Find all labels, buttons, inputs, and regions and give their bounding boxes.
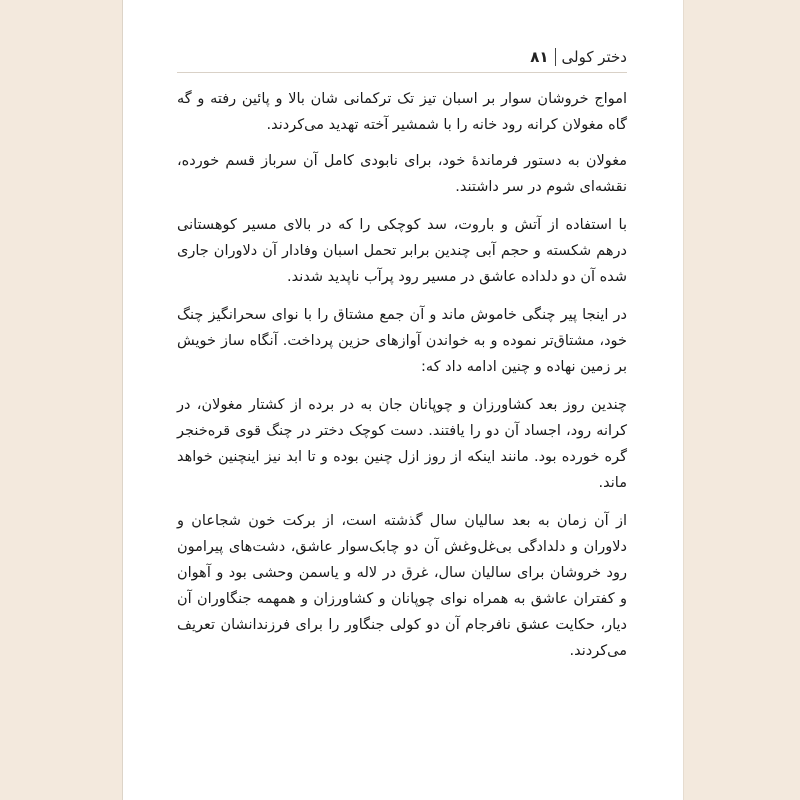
paragraph-5: چندین روز بعد کشاورزان و چوپانان جان به در برده از کشتار مغولان، در کرانه رود، اجساد آن دو را یافتند. دست کوچک دختر در چنگ قوی قره‌خنجر گره خورده بود. مانند اینکه از روز ازل چنین بوده و تا ابد نیز اینچنین خواهد ماند. [177, 397, 627, 491]
page-body [177, 86, 627, 676]
book-title: دختر کولی [561, 48, 627, 66]
page-number: ۸۱ [530, 48, 549, 66]
book-page [122, 0, 684, 800]
page-header [177, 42, 627, 72]
paragraph-4: در اینجا پیر چنگی خاموش ماند و آن جمع مشتاق را با نوای سحرانگیز چنگ خود، مشتاق‌تر نموده و به خواندن آوازهای حزین پرداخت. آنگاه ساز خویش بر زمین نهاده و چنین ادامه داد که: [177, 307, 627, 375]
paragraph-6: از آن زمان به بعد سالیان سال گذشته است، از برکت خون شجاعان و دلاوران و دلدادگی بی‌غل‌وغش آن دو چابک‌سوار عاشق، دشت‌های پیرامون رود خروشان برای سالیان سال، غرق در لاله و یاسمن وحشی بود و آهوان و کفتران عاشق به همراه نوای چوپانان و کشاورزان و همهمه جنگاوران آن دیار، حکایت عشق نافرجام آن دو کولی جنگاور را برای فرزندانشان تعریف می‌کردند. [177, 513, 627, 659]
paragraph-3: با استفاده از آتش و باروت، سد کوچکی را که در بالای مسیر کوهستانی درهم شکسته و حجم آبی چندین برابر تحمل اسبان وفادار آن دلاوران جاری شده آن دو دلداده عاشق در مسیر رود پرآب ناپدید شدند. [177, 217, 627, 285]
paragraph-2: مغولان به دستور فرماندهٔ خود، برای نابودی کامل آن سرباز قسم خورده، نقشه‌ای شوم در سر داشتند. [177, 153, 627, 195]
header-separator [555, 48, 556, 66]
header-divider [177, 72, 627, 73]
paragraph-1: امواج خروشان سوار بر اسبان تیز تک ترکمانی شان بالا و پائین رفته و گه گاه مغولان کرانه رود خانه را با شمشیر آخته تهدید می‌کردند. [177, 91, 627, 133]
